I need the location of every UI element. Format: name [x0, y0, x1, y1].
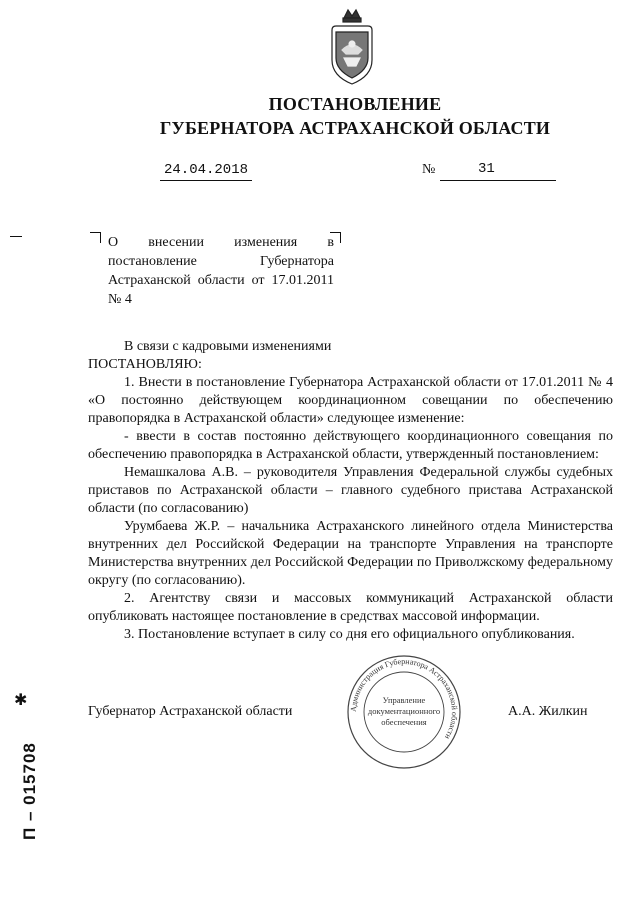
preamble: В связи с кадровыми изменениями [124, 339, 332, 354]
date-underline [160, 180, 252, 181]
item-1: 1. Внести в постановление Губернатора Астраханской области от 17.01.2011 № 4 «О постоянно действующем координационном совещании по обеспечению правопорядка в Астраханской области» следующее изменение: [88, 375, 613, 426]
stamp-line-2: документационного [367, 706, 441, 716]
person-1: Немашкалова А.В. – руководителя Управления Федеральной службы судебных приставов по Астраханской области – главного судебного пристава Астраханской области (по согласованию) [88, 465, 613, 516]
signer-title: Губернатор Астраханской области [88, 704, 293, 719]
item-2: 2. Агентству связи и массовых коммуникаций Астраханской области опубликовать настоящее постановление в средствах массовой информации. [88, 591, 613, 624]
signer-name: А.А. Жилкин [508, 704, 588, 719]
decree-word: ПОСТАНОВЛЯЮ: [88, 357, 202, 372]
item-3: 3. Постановление вступает в силу со дня его официального опубликования. [124, 627, 575, 642]
document-number: 31 [478, 161, 495, 177]
document-title: ПОСТАНОВЛЕНИЕ [268, 94, 442, 114]
serial-number: П – 015708 [20, 742, 39, 840]
number-underline [440, 180, 556, 181]
document-body [88, 338, 613, 644]
document-date: 24.04.2018 [164, 162, 249, 178]
official-stamp [345, 653, 463, 771]
stamp-line-3: обеспечения [381, 717, 427, 727]
person-2: Урумбаева Ж.Р. – начальника Астраханского линейного отдела Министерства внутренних дел Российской Федерации на транспорте Управления на транспорте Министерства внутренних дел Российской Федерации по Приволжскому федеральному округу (по согласованию). [88, 519, 613, 588]
serial-asterisk-mark: ✱ [14, 690, 28, 709]
number-sign: № [422, 162, 436, 177]
margin-mark [10, 236, 22, 237]
subject-bracket-left [90, 232, 101, 243]
coat-of-arms-emblem [326, 8, 378, 86]
document-subject: О внесении изменения в постановление Губернатора Астраханской области от 17.01.2011 № 4 [108, 235, 334, 307]
stamp-line-1: Управление [382, 695, 426, 705]
stamp-ring-text: Администрация Губернатора Астраханской области [348, 656, 460, 741]
item-1-sub: - ввести в состав постоянно действующего координационного совещания по обеспечению правопорядка в Астраханской области, утвержденный постановлением: [88, 429, 613, 462]
document-issuer: ГУБЕРНАТОРА АСТРАХАНСКОЙ ОБЛАСТИ [159, 118, 551, 138]
